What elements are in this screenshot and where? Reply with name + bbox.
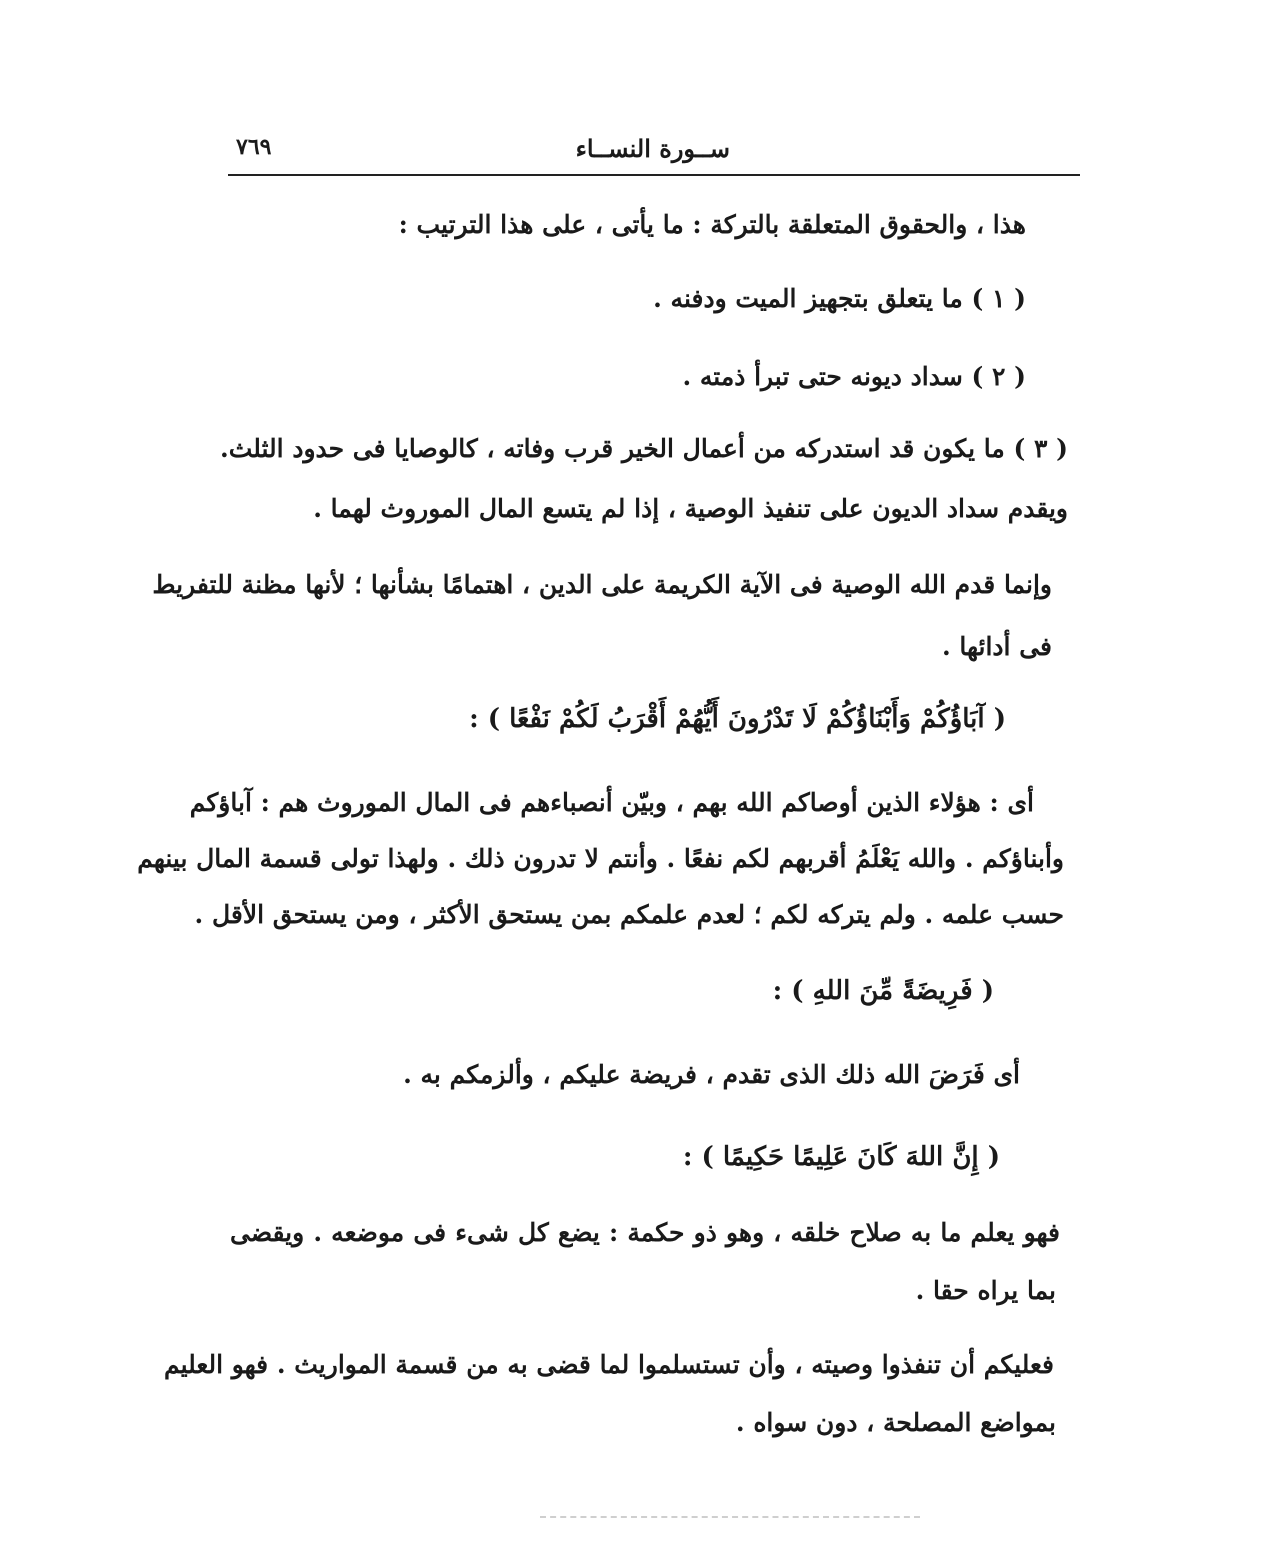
text-line: ( ٣ ) ما يكون قد استدركه من أعمال الخير قرب وفاته ، كالوصايا فى حدود الثلث.	[219, 434, 1068, 463]
text-line: هذا ، والحقوق المتعلقة بالتركة : ما يأتى ، على هذا الترتيب :	[398, 210, 1026, 239]
text-line: أى فَرَضَ الله ذلك الذى تقدم ، فريضة عليكم ، وألزمكم به .	[403, 1060, 1020, 1089]
text-line: فى أدائها .	[941, 632, 1052, 661]
text-line: وأبناؤكم . والله يَعْلَمُ أقربهم لكم نفعًا . وأنتم لا تدرون ذلك . ولهذا تولى قسمة المال بينهم	[137, 844, 1064, 873]
text-line: أى : هؤلاء الذين أوصاكم الله بهم ، وبيّن أنصباءهم فى المال الموروث هم : آباؤكم	[189, 788, 1034, 817]
text-line: بما يراه حقا .	[915, 1276, 1056, 1305]
quran-verse: ( آبَاؤُكُمْ وَأَبْنَاؤُكُمْ لَا تَدْرُونَ أَيُّهُمْ أَقْرَبُ لَكُمْ نَفْعًا ) :	[469, 704, 1006, 734]
text-line: فعليكم أن تنفذوا وصيته ، وأن تستسلموا لما قضى به من قسمة المواريث . فهو العليم	[163, 1350, 1054, 1379]
quran-verse: ( فَرِيضَةً مِّنَ اللهِ ) :	[772, 976, 994, 1006]
page-header	[228, 128, 1080, 172]
surah-title: ســورة النســاء	[575, 134, 730, 163]
header-rule	[228, 174, 1080, 176]
text-line: ( ٢ ) سداد ديونه حتى تبرأ ذمته .	[682, 362, 1026, 391]
text-line: ويقدم سداد الديون على تنفيذ الوصية ، إذا لم يتسع المال الموروث لهما .	[313, 494, 1068, 523]
text-line: حسب علمه . ولم يتركه لكم ؛ لعدم علمكم بمن يستحق الأكثر ، ومن يستحق الأقل .	[194, 900, 1064, 929]
text-line: فهو يعلم ما به صلاح خلقه ، وهو ذو حكمة : يضع كل شىء فى موضعه . ويقضى	[230, 1218, 1060, 1247]
text-line: بمواضع المصلحة ، دون سواه .	[735, 1408, 1056, 1437]
footer-dotted-rule	[540, 1516, 920, 1518]
text-line: وإنما قدم الله الوصية فى الآية الكريمة على الدين ، اهتمامًا بشأنها ؛ لأنها مظنة للتفريط	[152, 570, 1052, 599]
page-number: ٧٦٩	[236, 134, 272, 160]
quran-verse: ( إِنَّ اللهَ كَانَ عَلِيمًا حَكِيمًا ) :	[682, 1142, 1000, 1172]
text-line: ( ١ ) ما يتعلق بتجهيز الميت ودفنه .	[653, 284, 1026, 313]
